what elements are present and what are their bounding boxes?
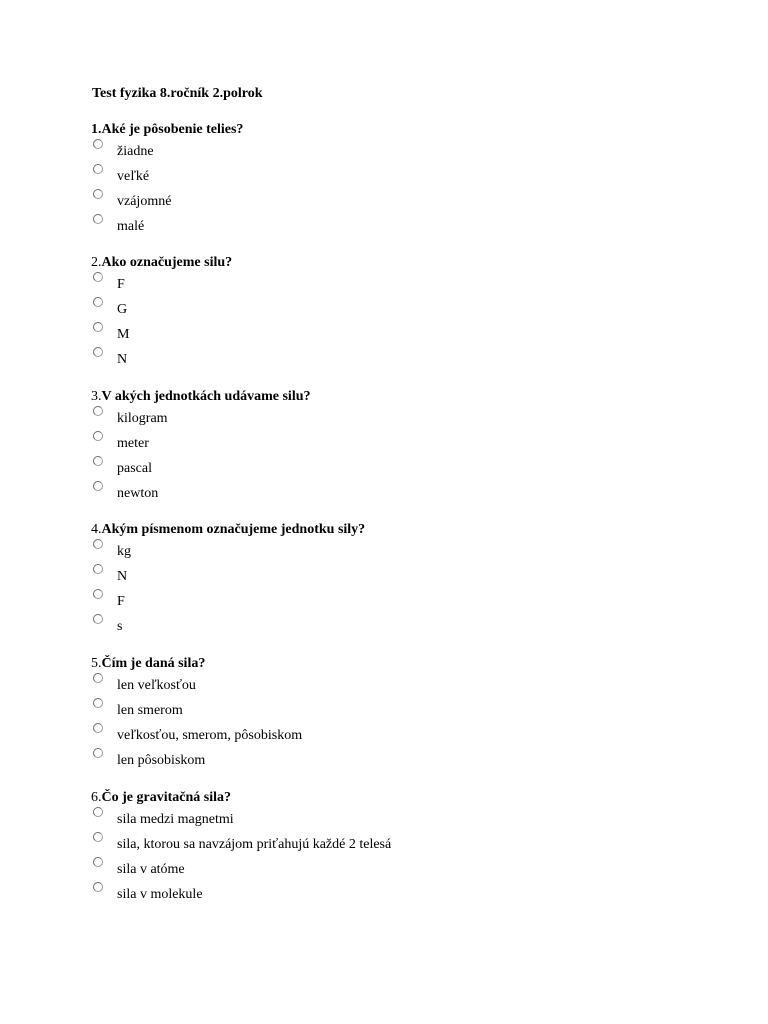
answer-option[interactable] <box>91 347 731 372</box>
radio-button[interactable] <box>93 807 103 817</box>
answer-option[interactable] <box>91 322 731 347</box>
question-5 <box>91 654 731 773</box>
question-6-heading <box>91 788 731 807</box>
question-number: 1. <box>91 122 102 137</box>
radio-button[interactable] <box>93 431 103 441</box>
radio-button[interactable] <box>93 882 103 892</box>
answer-label: N <box>117 569 128 584</box>
question-3 <box>91 387 731 506</box>
radio-button[interactable] <box>93 406 103 416</box>
radio-button[interactable] <box>93 723 103 733</box>
answer-option[interactable] <box>91 164 731 189</box>
answer-option[interactable] <box>91 539 731 564</box>
answer-label: veľkosťou, smerom, pôsobiskom <box>117 728 303 743</box>
radio-button[interactable] <box>93 832 103 842</box>
answer-option[interactable] <box>91 589 731 614</box>
answer-label: s <box>117 619 123 634</box>
question-number: 2. <box>91 255 102 270</box>
question-number: 3. <box>91 389 102 404</box>
answer-option[interactable] <box>91 857 731 882</box>
answer-option[interactable] <box>91 189 731 214</box>
question-text: Čo je gravitačná sila? <box>101 790 231 805</box>
answer-label: sila v atóme <box>117 862 185 877</box>
question-2-heading <box>91 253 731 272</box>
radio-button[interactable] <box>93 673 103 683</box>
radio-button[interactable] <box>93 189 103 199</box>
radio-button[interactable] <box>93 481 103 491</box>
question-text: Aké je pôsobenie telies? <box>101 122 244 137</box>
radio-button[interactable] <box>93 164 103 174</box>
question-number: 5. <box>91 656 102 671</box>
question-2 <box>91 253 731 372</box>
answer-option[interactable] <box>91 431 731 456</box>
answer-label: len pôsobiskom <box>117 753 206 768</box>
radio-button[interactable] <box>93 322 103 332</box>
question-3-heading <box>91 387 731 406</box>
answer-label: N <box>117 352 128 367</box>
answer-label: sila v molekule <box>117 887 203 902</box>
question-4 <box>91 520 731 639</box>
radio-button[interactable] <box>93 564 103 574</box>
answer-label: meter <box>117 436 149 451</box>
question-5-heading <box>91 654 731 673</box>
radio-button[interactable] <box>93 614 103 624</box>
radio-button[interactable] <box>93 297 103 307</box>
answer-option[interactable] <box>91 481 731 506</box>
radio-button[interactable] <box>93 272 103 282</box>
answer-label: F <box>117 594 125 609</box>
radio-button[interactable] <box>93 857 103 867</box>
answer-label: newton <box>117 486 159 501</box>
answer-label: len veľkosťou <box>117 678 196 693</box>
question-text: V akých jednotkách udávame silu? <box>101 389 311 404</box>
radio-button[interactable] <box>93 698 103 708</box>
question-text: Akým písmenom označujeme jednotku sily? <box>101 522 366 537</box>
answer-option[interactable] <box>91 297 731 322</box>
question-1-heading <box>91 120 731 139</box>
answer-label: veľké <box>117 169 150 184</box>
radio-button[interactable] <box>93 589 103 599</box>
question-number: 4. <box>91 522 102 537</box>
answer-option[interactable] <box>91 807 731 832</box>
answer-option[interactable] <box>91 832 731 857</box>
answer-option[interactable] <box>91 139 731 164</box>
radio-button[interactable] <box>93 214 103 224</box>
answer-option[interactable] <box>91 698 731 723</box>
radio-button[interactable] <box>93 139 103 149</box>
answer-label: F <box>117 277 125 292</box>
question-4-heading <box>91 520 731 539</box>
answer-label: malé <box>117 219 145 234</box>
question-text: Čím je daná sila? <box>101 656 206 671</box>
answer-option[interactable] <box>91 272 731 297</box>
answer-option[interactable] <box>91 564 731 589</box>
answer-label: kilogram <box>117 411 168 426</box>
answer-label: kg <box>117 544 131 559</box>
answer-option[interactable] <box>91 673 731 698</box>
answer-option[interactable] <box>91 748 731 773</box>
question-1 <box>91 120 731 239</box>
answer-label: sila, ktorou sa navzájom priťahujú každé 2 telesá <box>117 837 392 852</box>
question-text: Ako označujeme silu? <box>101 255 233 270</box>
radio-button[interactable] <box>93 748 103 758</box>
answer-label: vzájomné <box>117 194 172 209</box>
radio-button[interactable] <box>93 456 103 466</box>
test-title: Test fyzika 8.ročník 2.polrok <box>92 86 263 101</box>
radio-button[interactable] <box>93 347 103 357</box>
radio-button[interactable] <box>93 539 103 549</box>
answer-option[interactable] <box>91 723 731 748</box>
answer-option[interactable] <box>91 214 731 239</box>
answer-label: len smerom <box>117 703 183 718</box>
answer-label: sila medzi magnetmi <box>117 812 234 827</box>
answer-label: M <box>117 327 130 342</box>
answer-label: žiadne <box>117 144 154 159</box>
answer-label: G <box>117 302 128 317</box>
question-number: 6. <box>91 790 102 805</box>
answer-option[interactable] <box>91 614 731 639</box>
answer-option[interactable] <box>91 882 731 907</box>
answer-option[interactable] <box>91 456 731 481</box>
question-6 <box>91 788 731 907</box>
answer-label: pascal <box>117 461 152 476</box>
answer-option[interactable] <box>91 406 731 431</box>
